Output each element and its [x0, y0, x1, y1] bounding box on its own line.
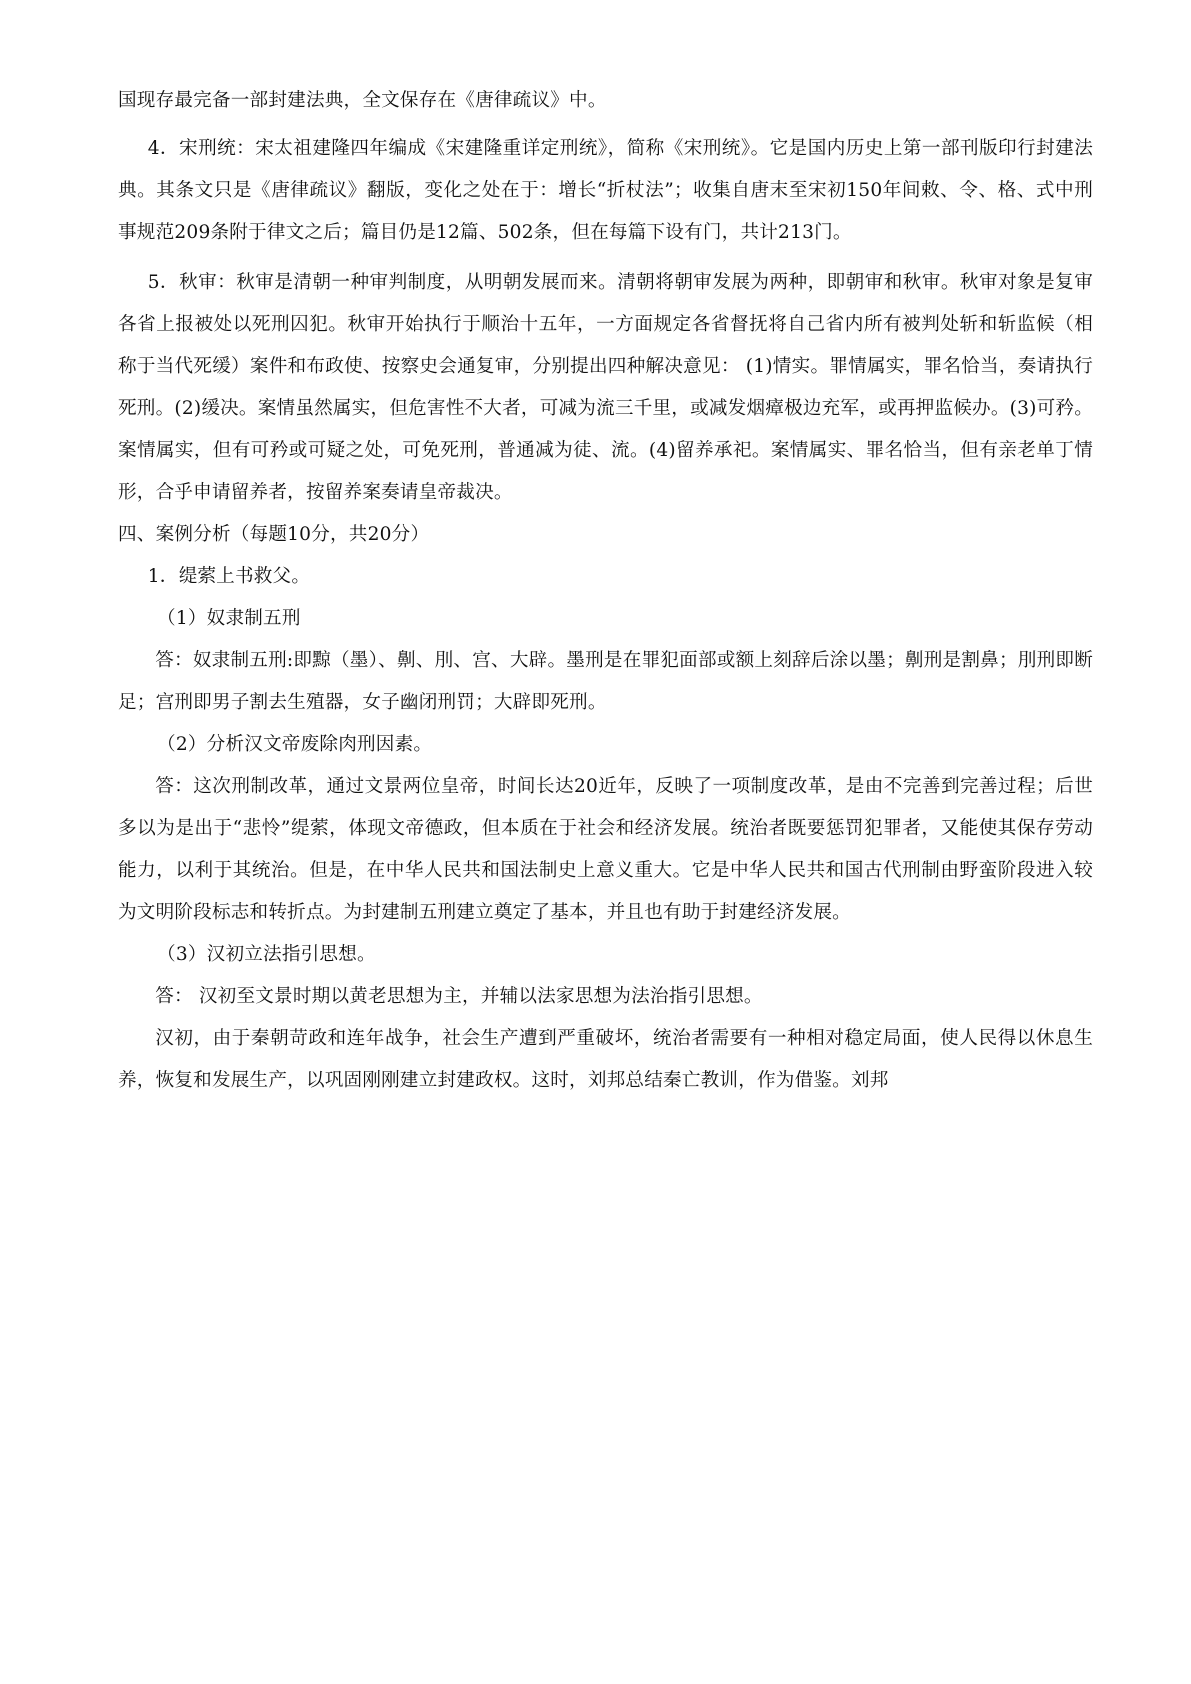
paragraph-early-han: 汉初，由于秦朝苛政和连年战争，社会生产遭到严重破坏，统治者需要有一种相对稳定局面，使人民得以休息生养，恢复和发展生产，以巩固刚刚建立封建政权。这时，刘邦总结秦亡教训，作为借鉴。刘邦 [118, 1028, 1093, 1091]
question-2-heading: （2）分析汉文帝废除肉刑因素。 [157, 734, 433, 755]
paragraph-song-xingtong: 4．宋刑统：宋太祖建隆四年编成《宋建隆重详定刑统》，简称《宋刑统》。它是国内历史上第一部刊版印行封建法典。其条文只是《唐律疏议》翻版，变化之处在于：增长“折杖法”；收集自唐末至宋初150年间敕、令、格、式中刑事规范209条附于律文之后；篇目仍是12篇、502条，但在每篇下设有门，共计213门。 [118, 138, 1093, 243]
answer-1: 答：奴隶制五刑:即黥（墨）、劓、刖、宫、大辟。墨刑是在罪犯面部或额上刻辞后涂以墨；劓刑是割鼻；刖刑即断足；宫刑即男子割去生殖器，女子幽闭刑罚；大辟即死刑。 [118, 650, 1093, 713]
paragraph-qiushen: 5．秋审：秋审是清朝一种审判制度，从明朝发展而来。清朝将朝审发展为两种，即朝审和秋审。秋审对象是复审各省上报被处以死刑囚犯。秋审开始执行于顺治十五年，一方面规定各省督抚将自己省内所有被判处斩和斩监候（相称于当代死缓）案件和布政使、按察史会通复审，分别提出四种解决意见： (1)情实。罪情属实，罪名恰当，奏请执行死刑。(2)缓决。案情虽然属实，但危害性不大者，可减为流三千里，或减发烟瘴极边充军，或再押监候办。(3)可矜。案情属实，但有可矜或可疑之处，可免死刑，普通减为徒、流。(4)留养承祀。案情属实、罪名恰当，但有亲老单丁情形，合乎申请留养者，按留养案奏请皇帝裁决。 [118, 272, 1093, 503]
paragraph-tang-code-continuation: 国现存最完备一部封建法典，全文保存在《唐律疏议》中。 [118, 90, 607, 111]
question-3-heading: （3）汉初立法指引思想。 [157, 944, 376, 965]
answer-3: 答： 汉初至文景时期以黄老思想为主，并辅以法家思想为法治指引思想。 [155, 986, 763, 1007]
document-body [118, 80, 1093, 1102]
section-heading-case-analysis: 四、案例分析（每题10分，共20分） [118, 524, 430, 545]
case-title-tiying: 1．缇萦上书救父。 [147, 566, 311, 587]
question-1-heading: （1）奴隶制五刑 [157, 608, 301, 629]
answer-2: 答：这次刑制改革，通过文景两位皇帝，时间长达20近年，反映了一项制度改革，是由不完善到完善过程；后世多以为是出于“悲怜”缇萦，体现文帝德政，但本质在于社会和经济发展。统治者既要惩罚犯罪者，又能使其保存劳动能力，以利于其统治。但是，在中华人民共和国法制史上意义重大。它是中华人民共和国古代刑制由野蛮阶段进入较为文明阶段标志和转折点。为封建制五刑建立奠定了基本，并且也有助于封建经济发展。 [118, 776, 1093, 923]
